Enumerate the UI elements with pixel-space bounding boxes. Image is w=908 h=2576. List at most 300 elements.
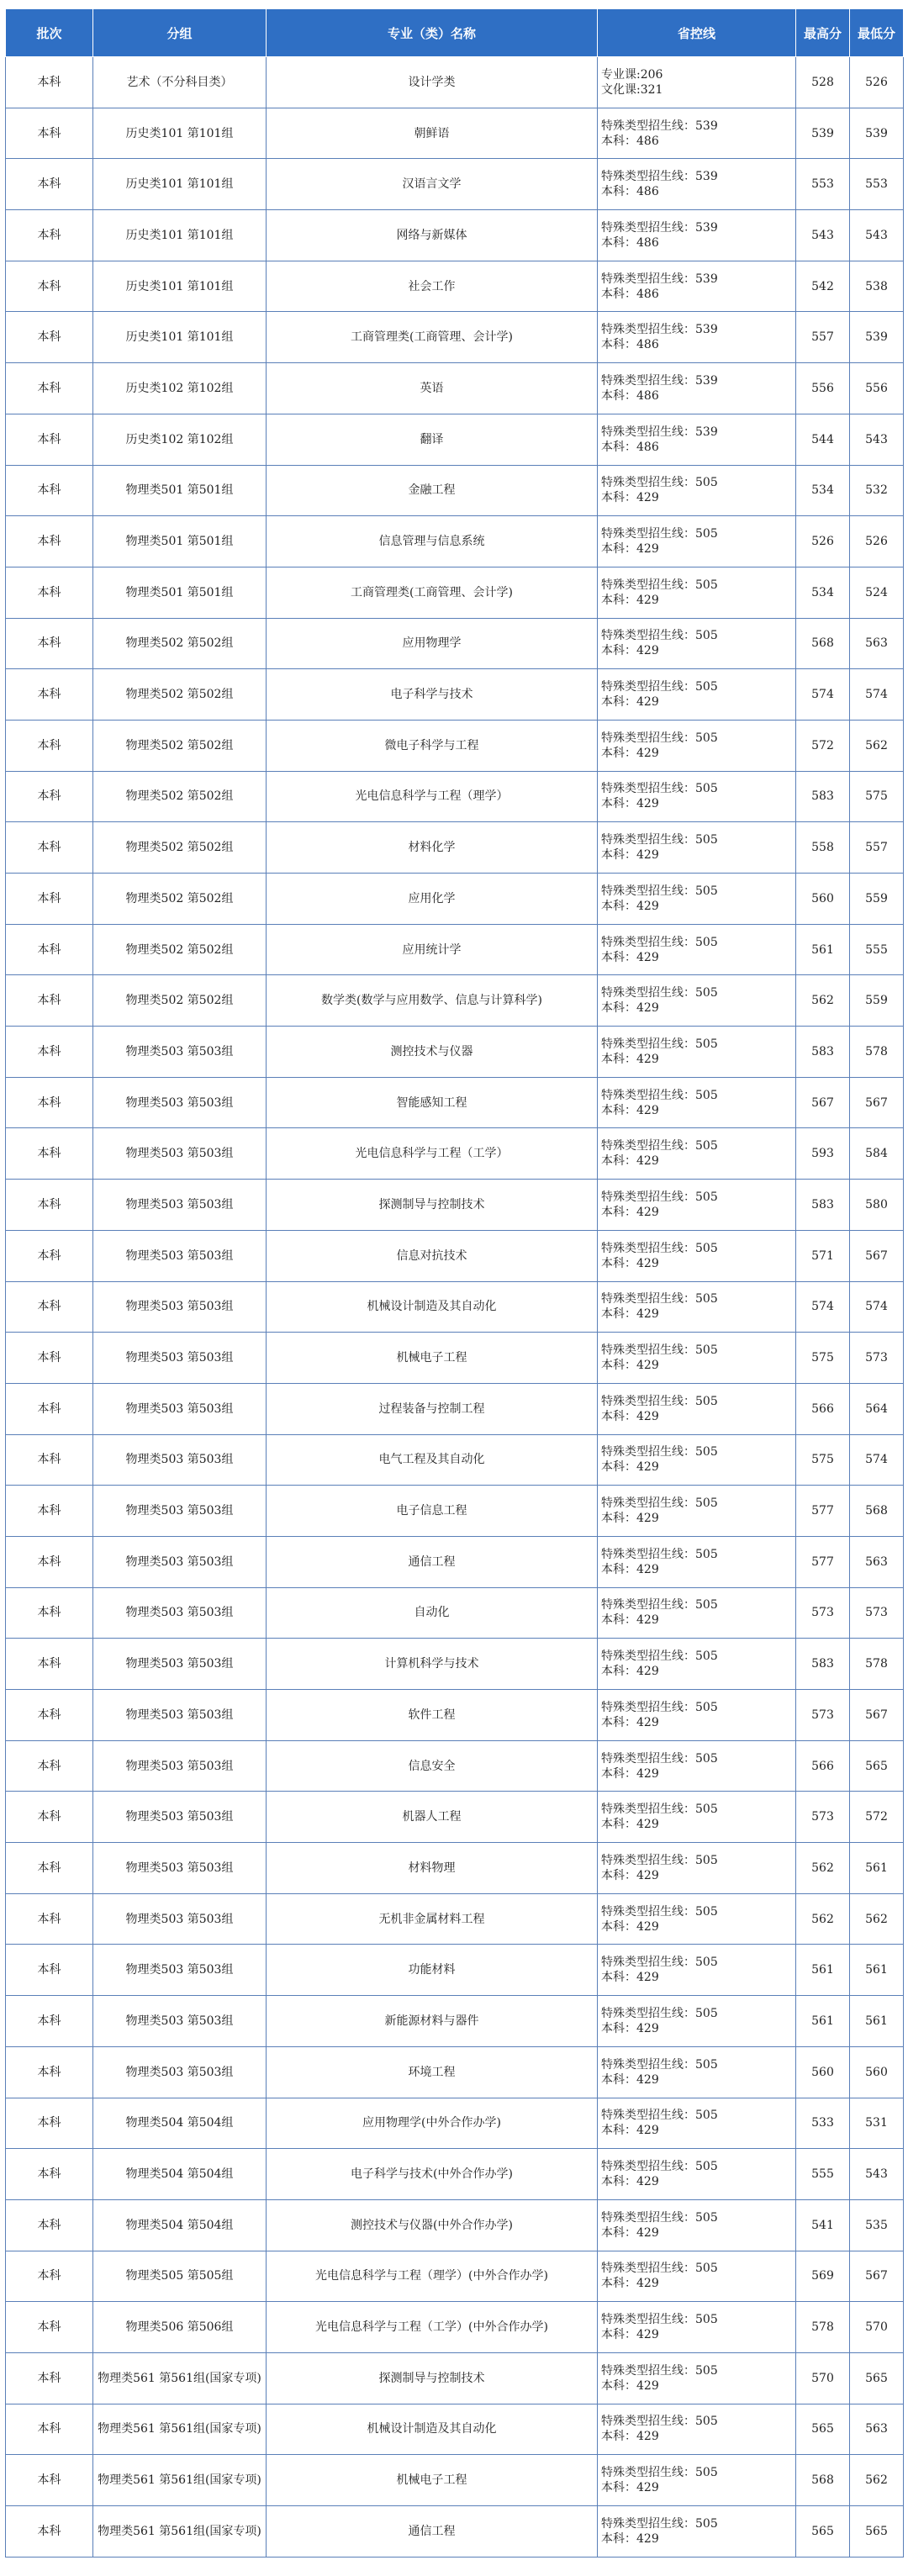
- cell-major: 信息管理与信息系统: [267, 516, 598, 567]
- cell-group: 物理类502 第502组: [93, 822, 267, 874]
- table-header-row: [6, 9, 904, 57]
- cell-max-score: 575: [796, 1333, 850, 1384]
- cell-line: [598, 874, 796, 925]
- cell-major: 探测制导与控制技术: [267, 2352, 598, 2404]
- cell-batch: 本科: [6, 1843, 93, 1894]
- cell-major: 智能感知工程: [267, 1077, 598, 1128]
- cell-group: 物理类503 第503组: [93, 1333, 267, 1384]
- cell-batch: 本科: [6, 567, 93, 618]
- cell-group: 物理类503 第503组: [93, 1281, 267, 1333]
- cell-min-score: 560: [850, 2046, 904, 2098]
- cell-group: 物理类503 第503组: [93, 1383, 267, 1434]
- cell-group: 物理类503 第503组: [93, 1893, 267, 1945]
- header-major: 专业（类）名称: [267, 9, 598, 57]
- line-primary: 特殊类型招生线：505: [601, 2466, 718, 2480]
- line-primary: 特殊类型招生线：505: [601, 1650, 718, 1664]
- header-batch: 批次: [6, 9, 93, 57]
- cell-max-score: 562: [796, 1843, 850, 1894]
- cell-max-score: 575: [796, 1434, 850, 1486]
- cell-min-score: 567: [850, 2251, 904, 2302]
- cell-max-score: 577: [796, 1486, 850, 1537]
- line-secondary: 本科：429: [601, 593, 659, 607]
- table-row: [6, 159, 904, 210]
- cell-major: 社会工作: [267, 261, 598, 312]
- table-row: [6, 669, 904, 721]
- line-secondary: 本科：486: [601, 388, 659, 403]
- cell-group: 物理类501 第501组: [93, 516, 267, 567]
- cell-max-score: 593: [796, 1128, 850, 1180]
- cell-min-score: 563: [850, 2404, 904, 2455]
- line-primary: 特殊类型招生线：505: [601, 1241, 718, 1255]
- line-primary: 特殊类型招生线：505: [601, 1497, 718, 1511]
- cell-major: 电子科学与技术: [267, 669, 598, 721]
- cell-major: 机械设计制造及其自动化: [267, 1281, 598, 1333]
- cell-line: [598, 1230, 796, 1281]
- cell-major: 机械设计制造及其自动化: [267, 2404, 598, 2455]
- cell-min-score: 562: [850, 720, 904, 771]
- line-primary: 特殊类型招生线：539: [601, 220, 718, 235]
- cell-line: [598, 1180, 796, 1231]
- line-primary: 特殊类型招生线：505: [601, 1088, 718, 1102]
- cell-min-score: 559: [850, 874, 904, 925]
- cell-max-score: 562: [796, 975, 850, 1027]
- cell-major: 材料物理: [267, 1843, 598, 1894]
- table-row: [6, 1945, 904, 1996]
- line-primary: 特殊类型招生线：505: [601, 1343, 718, 1358]
- cell-min-score: 557: [850, 822, 904, 874]
- table-row: [6, 975, 904, 1027]
- table-row: [6, 1281, 904, 1333]
- cell-major: 光电信息科学与工程（工学）(中外合作办学): [267, 2302, 598, 2353]
- cell-max-score: 558: [796, 822, 850, 874]
- cell-major: 金融工程: [267, 465, 598, 516]
- line-primary: 特殊类型招生线：539: [601, 170, 718, 184]
- cell-min-score: 584: [850, 1128, 904, 1180]
- table-row: [6, 567, 904, 618]
- cell-max-score: 577: [796, 1536, 850, 1587]
- line-secondary: 本科：486: [601, 134, 659, 148]
- cell-max-score: 557: [796, 312, 850, 363]
- cell-batch: 本科: [6, 159, 93, 210]
- cell-line: [598, 720, 796, 771]
- cell-min-score: 567: [850, 1690, 904, 1741]
- cell-min-score: 567: [850, 1230, 904, 1281]
- cell-group: 历史类101 第101组: [93, 108, 267, 159]
- cell-group: 历史类101 第101组: [93, 159, 267, 210]
- line-secondary: 本科：429: [601, 2430, 659, 2444]
- cell-line: [598, 1027, 796, 1078]
- cell-line: [598, 2251, 796, 2302]
- cell-max-score: 555: [796, 2149, 850, 2200]
- table-row: [6, 2455, 904, 2506]
- cell-major: 自动化: [267, 1587, 598, 1639]
- cell-max-score: 570: [796, 2352, 850, 2404]
- cell-batch: 本科: [6, 2506, 93, 2558]
- table-row: [6, 1740, 904, 1792]
- cell-max-score: 562: [796, 1893, 850, 1945]
- cell-min-score: 538: [850, 261, 904, 312]
- cell-line: [598, 669, 796, 721]
- cell-line: [598, 1639, 796, 1690]
- table-row: [6, 1434, 904, 1486]
- cell-major: 新能源材料与器件: [267, 1996, 598, 2047]
- line-primary: 特殊类型招生线：505: [601, 884, 718, 898]
- table-row: [6, 1792, 904, 1843]
- line-secondary: 本科：429: [601, 1562, 659, 1576]
- cell-group: 物理类503 第503组: [93, 1587, 267, 1639]
- cell-major: 设计学类: [267, 57, 598, 108]
- cell-batch: 本科: [6, 516, 93, 567]
- cell-major: 应用化学: [267, 874, 598, 925]
- cell-min-score: 553: [850, 159, 904, 210]
- table-row: [6, 2506, 904, 2558]
- cell-line: [598, 1486, 796, 1537]
- cell-group: 物理类503 第503组: [93, 1740, 267, 1792]
- cell-group: 历史类102 第102组: [93, 414, 267, 465]
- line-secondary: 本科：486: [601, 185, 659, 199]
- cell-line: [598, 1536, 796, 1587]
- cell-min-score: 578: [850, 1639, 904, 1690]
- cell-batch: 本科: [6, 669, 93, 721]
- cell-batch: 本科: [6, 1383, 93, 1434]
- cell-max-score: 556: [796, 363, 850, 414]
- cell-group: 物理类503 第503组: [93, 1077, 267, 1128]
- cell-batch: 本科: [6, 1740, 93, 1792]
- cell-major: 功能材料: [267, 1945, 598, 1996]
- table-row: [6, 2302, 904, 2353]
- cell-line: [598, 312, 796, 363]
- line-primary: 特殊类型招生线：505: [601, 2262, 718, 2276]
- cell-line: [598, 2404, 796, 2455]
- cell-line: [598, 414, 796, 465]
- cell-batch: 本科: [6, 1893, 93, 1945]
- cell-min-score: 555: [850, 924, 904, 975]
- table-row: [6, 57, 904, 108]
- line-primary: 特殊类型招生线：505: [601, 578, 718, 592]
- line-primary: 特殊类型招生线：505: [601, 2006, 718, 2020]
- line-primary: 特殊类型招生线：505: [601, 1700, 718, 1714]
- cell-line: [598, 465, 796, 516]
- cell-group: 物理类502 第502组: [93, 975, 267, 1027]
- line-primary: 特殊类型招生线：505: [601, 2415, 718, 2429]
- cell-max-score: 583: [796, 1639, 850, 1690]
- cell-line: [598, 57, 796, 108]
- cell-max-score: 561: [796, 1945, 850, 1996]
- cell-min-score: 570: [850, 2302, 904, 2353]
- cell-major: 机器人工程: [267, 1792, 598, 1843]
- cell-max-score: 583: [796, 1027, 850, 1078]
- line-secondary: 本科：429: [601, 2531, 659, 2546]
- header-line: 省控线: [598, 9, 796, 57]
- cell-line: [598, 1077, 796, 1128]
- line-secondary: 本科：429: [601, 2021, 659, 2035]
- cell-line: [598, 1128, 796, 1180]
- cell-line: [598, 924, 796, 975]
- cell-min-score: 559: [850, 975, 904, 1027]
- line-primary: 特殊类型招生线：505: [601, 782, 718, 796]
- line-primary: 特殊类型招生线：539: [601, 373, 718, 388]
- line-primary: 特殊类型招生线：505: [601, 2057, 718, 2072]
- cell-max-score: 561: [796, 1996, 850, 2047]
- line-primary: 专业课:206: [601, 67, 663, 82]
- cell-batch: 本科: [6, 2199, 93, 2251]
- cell-major: 材料化学: [267, 822, 598, 874]
- cell-group: 物理类505 第505组: [93, 2251, 267, 2302]
- cell-batch: 本科: [6, 822, 93, 874]
- cell-major: 信息安全: [267, 1740, 598, 1792]
- line-primary: 特殊类型招生线：505: [601, 2363, 718, 2378]
- cell-min-score: 561: [850, 1945, 904, 1996]
- cell-line: [598, 567, 796, 618]
- cell-group: 物理类502 第502组: [93, 924, 267, 975]
- cell-group: 物理类503 第503组: [93, 1843, 267, 1894]
- cell-min-score: 561: [850, 1843, 904, 1894]
- cell-line: [598, 1281, 796, 1333]
- cell-batch: 本科: [6, 312, 93, 363]
- line-secondary: 本科：429: [601, 1971, 659, 1985]
- cell-min-score: 574: [850, 1281, 904, 1333]
- cell-major: 翻译: [267, 414, 598, 465]
- header-max: 最高分: [796, 9, 850, 57]
- cell-major: 光电信息科学与工程（工学）: [267, 1128, 598, 1180]
- cell-line: [598, 108, 796, 159]
- cell-max-score: 569: [796, 2251, 850, 2302]
- line-secondary: 本科：429: [601, 2277, 659, 2291]
- line-primary: 特殊类型招生线：505: [601, 1803, 718, 1817]
- cell-max-score: 566: [796, 1383, 850, 1434]
- cell-batch: 本科: [6, 1639, 93, 1690]
- cell-batch: 本科: [6, 414, 93, 465]
- cell-batch: 本科: [6, 2046, 93, 2098]
- cell-batch: 本科: [6, 1281, 93, 1333]
- header-min: 最低分: [850, 9, 904, 57]
- line-primary: 特殊类型招生线：505: [601, 1139, 718, 1153]
- cell-major: 汉语言文学: [267, 159, 598, 210]
- line-primary: 特殊类型招生线：539: [601, 323, 718, 337]
- cell-min-score: 543: [850, 210, 904, 261]
- table-row: [6, 1843, 904, 1894]
- cell-group: 物理类504 第504组: [93, 2199, 267, 2251]
- cell-group: 物理类561 第561组(国家专项): [93, 2404, 267, 2455]
- line-primary: 特殊类型招生线：505: [601, 2109, 718, 2123]
- cell-max-score: 541: [796, 2199, 850, 2251]
- cell-max-score: 573: [796, 1792, 850, 1843]
- cell-min-score: 565: [850, 2352, 904, 2404]
- cell-max-score: 583: [796, 771, 850, 822]
- table-row: [6, 1128, 904, 1180]
- cell-group: 物理类503 第503组: [93, 1128, 267, 1180]
- line-primary: 特殊类型招生线：505: [601, 1394, 718, 1408]
- cell-min-score: 580: [850, 1180, 904, 1231]
- line-secondary: 本科：429: [601, 1919, 659, 1934]
- cell-group: 物理类502 第502组: [93, 874, 267, 925]
- cell-group: 物理类503 第503组: [93, 1536, 267, 1587]
- cell-batch: 本科: [6, 1486, 93, 1537]
- cell-group: 物理类504 第504组: [93, 2149, 267, 2200]
- cell-min-score: 543: [850, 2149, 904, 2200]
- table-row: [6, 210, 904, 261]
- cell-group: 历史类101 第101组: [93, 261, 267, 312]
- cell-batch: 本科: [6, 2352, 93, 2404]
- line-primary: 特殊类型招生线：505: [601, 1037, 718, 1051]
- cell-batch: 本科: [6, 261, 93, 312]
- cell-batch: 本科: [6, 465, 93, 516]
- cell-max-score: 573: [796, 1587, 850, 1639]
- line-primary: 特殊类型招生线：505: [601, 2313, 718, 2327]
- cell-line: [598, 2199, 796, 2251]
- cell-min-score: 572: [850, 1792, 904, 1843]
- line-secondary: 本科：429: [601, 1613, 659, 1628]
- cell-min-score: 574: [850, 1434, 904, 1486]
- cell-batch: 本科: [6, 1230, 93, 1281]
- cell-major: 电子科学与技术(中外合作办学): [267, 2149, 598, 2200]
- line-secondary: 本科：429: [601, 1512, 659, 1526]
- line-secondary: 本科：429: [601, 1205, 659, 1219]
- cell-major: 信息对抗技术: [267, 1230, 598, 1281]
- table-row: [6, 261, 904, 312]
- cell-group: 历史类101 第101组: [93, 210, 267, 261]
- line-secondary: 本科：429: [601, 1868, 659, 1882]
- cell-min-score: 524: [850, 567, 904, 618]
- table-row: [6, 2149, 904, 2200]
- line-primary: 特殊类型招生线：539: [601, 119, 718, 133]
- cell-batch: 本科: [6, 57, 93, 108]
- cell-batch: 本科: [6, 1536, 93, 1587]
- line-secondary: 本科：429: [601, 1715, 659, 1729]
- table-row: [6, 1077, 904, 1128]
- line-primary: 特殊类型招生线：505: [601, 731, 718, 745]
- cell-max-score: 565: [796, 2506, 850, 2558]
- cell-major: 测控技术与仪器(中外合作办学): [267, 2199, 598, 2251]
- cell-line: [598, 771, 796, 822]
- cell-group: 历史类101 第101组: [93, 312, 267, 363]
- line-secondary: 本科：429: [601, 1256, 659, 1270]
- cell-group: 物理类502 第502组: [93, 771, 267, 822]
- cell-major: 电子信息工程: [267, 1486, 598, 1537]
- line-primary: 特殊类型招生线：505: [601, 1190, 718, 1204]
- cell-batch: 本科: [6, 1945, 93, 1996]
- table-row: [6, 720, 904, 771]
- line-secondary: 本科：429: [601, 695, 659, 710]
- cell-line: [598, 1383, 796, 1434]
- cell-group: 物理类503 第503组: [93, 1434, 267, 1486]
- cell-min-score: 574: [850, 669, 904, 721]
- cell-major: 探测制导与控制技术: [267, 1180, 598, 1231]
- cell-min-score: 575: [850, 771, 904, 822]
- cell-min-score: 564: [850, 1383, 904, 1434]
- cell-min-score: 539: [850, 312, 904, 363]
- cell-group: 物理类503 第503组: [93, 1639, 267, 1690]
- cell-group: 物理类501 第501组: [93, 465, 267, 516]
- table-row: [6, 618, 904, 669]
- line-primary: 特殊类型招生线：505: [601, 1853, 718, 1867]
- cell-major: 微电子科学与工程: [267, 720, 598, 771]
- line-primary: 特殊类型招生线：539: [601, 425, 718, 439]
- line-secondary: 本科：429: [601, 2328, 659, 2342]
- line-secondary: 本科：429: [601, 1052, 659, 1066]
- table-row: [6, 1587, 904, 1639]
- cell-group: 物理类501 第501组: [93, 567, 267, 618]
- cell-min-score: 562: [850, 2455, 904, 2506]
- cell-major: 应用物理学: [267, 618, 598, 669]
- line-secondary: 本科：429: [601, 899, 659, 913]
- table-row: [6, 1996, 904, 2047]
- table-row: [6, 1383, 904, 1434]
- table-row: [6, 822, 904, 874]
- cell-line: [598, 2046, 796, 2098]
- cell-max-score: 528: [796, 57, 850, 108]
- cell-max-score: 572: [796, 720, 850, 771]
- line-secondary: 本科：486: [601, 235, 659, 250]
- cell-major: 应用物理学(中外合作办学): [267, 2098, 598, 2149]
- cell-line: [598, 2352, 796, 2404]
- line-primary: 特殊类型招生线：539: [601, 272, 718, 286]
- cell-batch: 本科: [6, 1690, 93, 1741]
- cell-line: [598, 1587, 796, 1639]
- cell-group: 物理类503 第503组: [93, 1792, 267, 1843]
- cell-major: 计算机科学与技术: [267, 1639, 598, 1690]
- line-primary: 特殊类型招生线：505: [601, 1904, 718, 1919]
- cell-line: [598, 1893, 796, 1945]
- cell-max-score: 567: [796, 1077, 850, 1128]
- table-row: [6, 516, 904, 567]
- cell-major: 数学类(数学与应用数学、信息与计算科学): [267, 975, 598, 1027]
- cell-group: 物理类561 第561组(国家专项): [93, 2506, 267, 2558]
- cell-max-score: 526: [796, 516, 850, 567]
- cell-min-score: 563: [850, 618, 904, 669]
- cell-group: 物理类561 第561组(国家专项): [93, 2352, 267, 2404]
- cell-batch: 本科: [6, 2098, 93, 2149]
- cell-batch: 本科: [6, 1180, 93, 1231]
- cell-group: 物理类503 第503组: [93, 1027, 267, 1078]
- line-primary: 特殊类型招生线：505: [601, 935, 718, 949]
- cell-line: [598, 1333, 796, 1384]
- cell-major: 光电信息科学与工程（理学）(中外合作办学): [267, 2251, 598, 2302]
- cell-min-score: 539: [850, 108, 904, 159]
- cell-max-score: 533: [796, 2098, 850, 2149]
- table-row: [6, 2352, 904, 2404]
- cell-batch: 本科: [6, 2149, 93, 2200]
- cell-min-score: 567: [850, 1077, 904, 1128]
- line-secondary: 本科：429: [601, 1307, 659, 1322]
- cell-max-score: 560: [796, 874, 850, 925]
- line-secondary: 本科：429: [601, 746, 659, 760]
- cell-max-score: 573: [796, 1690, 850, 1741]
- cell-line: [598, 1690, 796, 1741]
- table-row: [6, 108, 904, 159]
- cell-max-score: 565: [796, 2404, 850, 2455]
- cell-line: [598, 2302, 796, 2353]
- table-body: [6, 57, 904, 2558]
- line-secondary: 本科：429: [601, 1001, 659, 1016]
- line-secondary: 本科：429: [601, 797, 659, 811]
- table-row: [6, 2251, 904, 2302]
- cell-line: [598, 1945, 796, 1996]
- cell-max-score: 560: [796, 2046, 850, 2098]
- header-group: 分组: [93, 9, 267, 57]
- cell-group: 物理类503 第503组: [93, 1230, 267, 1281]
- cell-max-score: 566: [796, 1740, 850, 1792]
- line-primary: 特殊类型招生线：505: [601, 476, 718, 490]
- cell-min-score: 561: [850, 1996, 904, 2047]
- cell-major: 网络与新媒体: [267, 210, 598, 261]
- line-primary: 特殊类型招生线：505: [601, 1751, 718, 1766]
- line-primary: 特殊类型招生线：505: [601, 2160, 718, 2174]
- table-row: [6, 414, 904, 465]
- cell-max-score: 578: [796, 2302, 850, 2353]
- table-row: [6, 1536, 904, 1587]
- table-row: [6, 924, 904, 975]
